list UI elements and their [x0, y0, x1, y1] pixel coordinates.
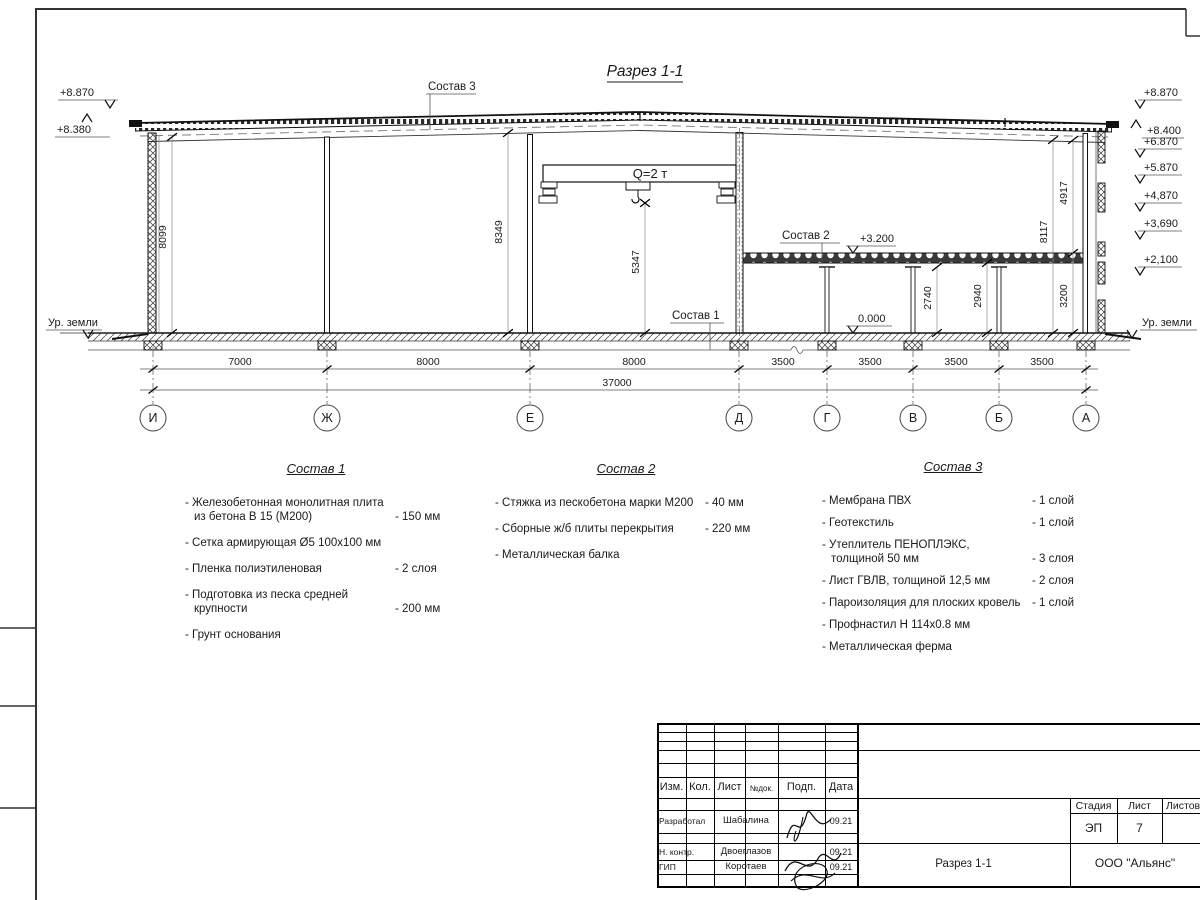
span-3500c: 3500 [944, 356, 968, 368]
tb-col-list: Лист [717, 781, 742, 793]
tb-role-ncontrol: Н. контр. [659, 847, 695, 857]
svg-text:+4,870: +4,870 [1144, 190, 1178, 202]
composition-3 [822, 460, 1084, 662]
mezzanine-slab [743, 253, 1085, 263]
composition-1-title: Состав 1 [286, 461, 346, 476]
list-item: - Сборные ж/б плиты перекрытия - 220 мм [495, 523, 751, 535]
tb-company: ООО "Альянс" [1094, 856, 1176, 870]
elev-right-6 [1135, 254, 1182, 275]
span-3500a: 3500 [771, 356, 795, 368]
list-item: - Металлическая балка [495, 549, 620, 561]
list-item: - Железобетонная монолитная плита из бетона В 15 (М200) - 150 мм [185, 497, 441, 523]
svg-text:0.000: 0.000 [858, 313, 886, 325]
composition-2 [495, 462, 757, 574]
crane [539, 165, 736, 203]
axis-g: Г [823, 411, 831, 425]
dim-2740: 2740 [922, 286, 934, 310]
foundation-pads [144, 341, 1095, 350]
list-item: - Мембрана ПВХ - 1 слой [822, 495, 1075, 507]
tb-sheet-label: Лист [1128, 800, 1151, 812]
signature-developer [787, 812, 831, 838]
list-item: - Профнастил Н 114х0.8 мм [822, 619, 971, 631]
tb-date-gip: 09.21 [829, 862, 853, 872]
dim-8349: 8349 [493, 220, 505, 244]
dimension-rows [140, 347, 1098, 404]
axis-b: Б [994, 411, 1004, 425]
tb-sheets-label: Листов [1166, 800, 1200, 812]
span-8000b: 8000 [622, 356, 646, 368]
tb-doc-title: Разрез 1-1 [935, 858, 992, 870]
elev-left-eaves [55, 114, 110, 137]
svg-text:+3.200: +3.200 [860, 233, 894, 245]
svg-text:Состав 3: Состав 3 [428, 81, 476, 93]
list-item: - Геотекстиль - 1 слой [822, 517, 1075, 529]
svg-text:Ур. земли: Ур. земли [48, 317, 98, 329]
tb-role-gip: ГИП [659, 862, 676, 872]
tb-col-ndok: №док. [749, 784, 774, 793]
list-item: - Стяжка из пескобетона марки М200 - 40 мм [495, 497, 744, 509]
tb-date-ncontrol: 09.21 [829, 847, 853, 857]
axis-i: И [148, 411, 158, 425]
tb-col-podp: Подп. [786, 781, 817, 793]
axis-d: Д [734, 411, 744, 425]
roof-truss [129, 112, 1119, 143]
dim-2940: 2940 [972, 284, 984, 308]
dim-4917: 4917 [1058, 181, 1070, 205]
ground-slab [60, 333, 1141, 354]
dim-8099: 8099 [157, 225, 169, 249]
break-symbol [791, 347, 803, 354]
elev-right-4 [1135, 190, 1182, 211]
total-dim: 37000 [602, 377, 632, 389]
title-block [657, 723, 1200, 888]
dim-3200: 3200 [1058, 284, 1070, 308]
signature-ncontrol [785, 853, 841, 871]
axis-v: В [908, 411, 918, 425]
left-wall [148, 133, 156, 333]
elev-left-top [58, 87, 118, 108]
span-7000: 7000 [228, 356, 252, 368]
list-item: - Подготовка из песка средней крупности - 200 мм [185, 589, 441, 615]
vertical-dimensions [157, 130, 1078, 337]
section-title [607, 63, 684, 82]
crane-trolley [626, 182, 650, 190]
tb-col-kol: Кол. [689, 781, 711, 793]
tb-stage-label: Стадия [1075, 800, 1112, 812]
list-item: - Пленка полиэтиленовая - 2 слоя [185, 563, 437, 575]
list-item: - Лист ГВЛВ, толщиной 12,5 мм - 2 слоя [822, 575, 1074, 587]
copy-number-box [1186, 9, 1200, 36]
svg-text:+8.400: +8.400 [1147, 125, 1181, 137]
left-eaves-cap [129, 120, 142, 127]
svg-text:+3,690: +3,690 [1144, 218, 1178, 230]
tb-col-data: Дата [828, 781, 854, 793]
axis-e: Е [525, 411, 535, 425]
svg-text:+5.870: +5.870 [1144, 162, 1178, 174]
tb-name-developer: Шабалина [723, 815, 769, 826]
svg-text:Состав 1: Состав 1 [672, 310, 720, 322]
tb-name-gip: Коротаев [725, 861, 767, 872]
list-item: - Грунт основания [185, 629, 281, 641]
span-3500d: 3500 [1030, 356, 1054, 368]
column-zh [325, 137, 330, 333]
svg-text:Ур. земли: Ур. земли [1142, 317, 1192, 329]
svg-text:Состав 2: Состав 2 [782, 230, 830, 242]
elev-right-2 [1135, 136, 1182, 157]
tb-stage-value: ЭП [1084, 821, 1103, 835]
svg-text:+2,100: +2,100 [1144, 254, 1178, 266]
axis-a: А [1081, 411, 1091, 425]
svg-text:+6.870: +6.870 [1144, 136, 1178, 148]
svg-text:+8.870: +8.870 [1144, 87, 1178, 99]
composition-1 [185, 462, 447, 654]
mark-mezzanine [846, 233, 896, 253]
tb-name-ncontrol: Двоеглазов [720, 846, 772, 857]
dim-8117: 8117 [1038, 220, 1050, 244]
structure [60, 128, 1141, 354]
svg-text:+8.870: +8.870 [60, 87, 94, 99]
crane-hook [632, 197, 639, 203]
dim-5347: 5347 [630, 250, 642, 274]
right-eaves-cap [1106, 121, 1119, 128]
ground-level-right [1127, 317, 1197, 338]
crane-capacity-label: Q=2 т [632, 166, 668, 181]
tb-date-developer: 09.21 [829, 816, 853, 826]
composition-3-title: Состав 3 [923, 459, 983, 474]
list-item: - Металлическая ферма [822, 641, 952, 653]
column-e [528, 135, 533, 334]
svg-text:+8.380: +8.380 [57, 124, 91, 136]
right-wall [1083, 131, 1105, 333]
mark-floor-zero [846, 313, 892, 333]
list-item: - Утеплитель ПЕНОПЛЭКС, толщиной 50 мм - 3 слоя [822, 539, 1074, 565]
list-item: - Пароизоляция для плоских кровель - 1 слой [822, 597, 1075, 609]
tb-sheet-value: 7 [1136, 821, 1143, 835]
elev-right-5 [1135, 218, 1182, 239]
signatures [777, 803, 847, 898]
span-8000a: 8000 [416, 356, 440, 368]
axis-bubbles [140, 405, 1099, 431]
composition-2-title: Состав 2 [596, 461, 656, 476]
tb-col-izm: Изм. [659, 781, 684, 793]
binding-ticks [0, 628, 36, 808]
elev-right-3 [1135, 162, 1182, 183]
callout-sostav1 [670, 310, 724, 350]
list-item: - Сетка армирующая Ø5 100х100 мм [185, 537, 382, 549]
page-title: Разрез 1-1 [606, 63, 684, 80]
span-3500b: 3500 [858, 356, 882, 368]
tb-role-developer: Разработал [659, 816, 706, 826]
axis-zh: Ж [321, 411, 333, 425]
elev-right-0 [1135, 87, 1182, 108]
signature-gip [791, 864, 835, 890]
